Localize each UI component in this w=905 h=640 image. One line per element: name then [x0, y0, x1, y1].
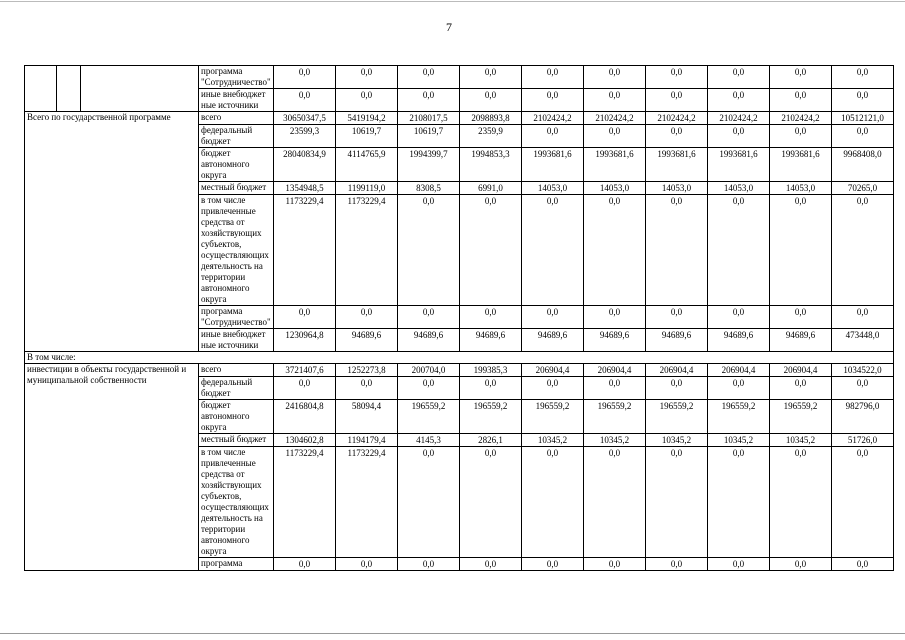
value-cell: 2102424,2: [584, 112, 646, 125]
value-cell: 0,0: [522, 89, 584, 112]
value-cell: 1230964,8: [274, 329, 336, 352]
value-cell: 14053,0: [770, 182, 832, 195]
value-cell: 0,0: [336, 377, 398, 400]
value-cell: 10345,2: [770, 434, 832, 447]
value-cell: 1034522,0: [832, 364, 894, 377]
value-cell: 0,0: [460, 447, 522, 558]
value-cell: 10345,2: [708, 434, 770, 447]
value-cell: 0,0: [398, 558, 460, 571]
value-cell: 0,0: [646, 377, 708, 400]
value-cell: 196559,2: [646, 400, 708, 434]
value-cell: 0,0: [522, 195, 584, 306]
value-cell: 0,0: [708, 195, 770, 306]
value-cell: 0,0: [770, 66, 832, 89]
row-label: программа "Сотрудничество": [199, 66, 274, 89]
value-cell: 0,0: [832, 125, 894, 148]
value-cell: 0,0: [460, 558, 522, 571]
value-cell: 1173229,4: [336, 447, 398, 558]
value-cell: 0,0: [770, 125, 832, 148]
table-row: [25, 352, 894, 364]
value-cell: 0,0: [584, 558, 646, 571]
value-cell: 94689,6: [398, 329, 460, 352]
value-cell: 0,0: [584, 195, 646, 306]
value-cell: 0,0: [770, 558, 832, 571]
value-cell: 200704,0: [398, 364, 460, 377]
value-cell: 0,0: [708, 447, 770, 558]
value-cell: 0,0: [274, 558, 336, 571]
value-cell: 51726,0: [832, 434, 894, 447]
value-cell: 0,0: [584, 377, 646, 400]
value-cell: 2826,1: [460, 434, 522, 447]
scan-edge-bottom: [0, 633, 905, 634]
value-cell: 1194179,4: [336, 434, 398, 447]
value-cell: 0,0: [832, 306, 894, 329]
value-cell: 3721407,6: [274, 364, 336, 377]
value-cell: 2102424,2: [770, 112, 832, 125]
row-label: в том числе привлеченные средства от хозяйствующих субъектов, осуществляющих деятельность на территории автономного округа: [199, 447, 274, 558]
value-cell: 0,0: [460, 195, 522, 306]
value-cell: 0,0: [460, 377, 522, 400]
value-cell: 1304602,8: [274, 434, 336, 447]
value-cell: 0,0: [460, 66, 522, 89]
value-cell: 0,0: [398, 89, 460, 112]
value-cell: 0,0: [274, 306, 336, 329]
value-cell: 10619,7: [336, 125, 398, 148]
value-cell: 9968408,0: [832, 148, 894, 182]
value-cell: 94689,6: [770, 329, 832, 352]
value-cell: 0,0: [708, 306, 770, 329]
value-cell: 94689,6: [708, 329, 770, 352]
value-cell: 0,0: [336, 306, 398, 329]
value-cell: 982796,0: [832, 400, 894, 434]
page-number: 7: [446, 20, 452, 34]
table-row: [25, 364, 894, 377]
value-cell: 0,0: [584, 89, 646, 112]
value-cell: 199385,3: [460, 364, 522, 377]
value-cell: 28040834,9: [274, 148, 336, 182]
value-cell: 0,0: [336, 558, 398, 571]
value-cell: 206904,4: [584, 364, 646, 377]
value-cell: 94689,6: [460, 329, 522, 352]
value-cell: 4114765,9: [336, 148, 398, 182]
value-cell: 0,0: [770, 306, 832, 329]
value-cell: 2108017,5: [398, 112, 460, 125]
value-cell: 0,0: [708, 377, 770, 400]
value-cell: 1993681,6: [770, 148, 832, 182]
row-label: иные внебюджет ные источники: [199, 329, 274, 352]
value-cell: 0,0: [646, 125, 708, 148]
value-cell: 0,0: [708, 558, 770, 571]
value-cell: 14053,0: [584, 182, 646, 195]
value-cell: 0,0: [708, 125, 770, 148]
value-cell: 0,0: [708, 66, 770, 89]
value-cell: 5419194,2: [336, 112, 398, 125]
value-cell: 10345,2: [584, 434, 646, 447]
value-cell: 0,0: [708, 89, 770, 112]
value-cell: 196559,2: [460, 400, 522, 434]
table-row: [25, 112, 894, 125]
value-cell: 0,0: [460, 306, 522, 329]
section-label: инвестиции в объекты государственной и муниципальной собственности: [25, 364, 199, 571]
row-label: федеральный бюджет: [199, 377, 274, 400]
row-label: программа: [199, 558, 274, 571]
value-cell: 1993681,6: [522, 148, 584, 182]
value-cell: 206904,4: [522, 364, 584, 377]
value-cell: 0,0: [646, 89, 708, 112]
value-cell: 0,0: [584, 306, 646, 329]
value-cell: 6991,0: [460, 182, 522, 195]
value-cell: 0,0: [832, 89, 894, 112]
value-cell: 206904,4: [770, 364, 832, 377]
value-cell: 1173229,4: [274, 195, 336, 306]
row-label: иные внебюджет ные источники: [199, 89, 274, 112]
value-cell: 0,0: [832, 195, 894, 306]
value-cell: 196559,2: [708, 400, 770, 434]
section-heading: В том числе:: [25, 352, 894, 364]
row-label: федеральный бюджет: [199, 125, 274, 148]
table-row: [25, 66, 894, 89]
value-cell: 2102424,2: [522, 112, 584, 125]
value-cell: 0,0: [522, 447, 584, 558]
value-cell: 1994399,7: [398, 148, 460, 182]
value-cell: 0,0: [274, 89, 336, 112]
value-cell: 2359,9: [460, 125, 522, 148]
value-cell: 0,0: [274, 377, 336, 400]
value-cell: 1173229,4: [336, 195, 398, 306]
row-label: местный бюджет: [199, 434, 274, 447]
value-cell: 1173229,4: [274, 447, 336, 558]
budget-table: [24, 65, 894, 571]
value-cell: 8308,5: [398, 182, 460, 195]
row-label: бюджет автономного округа: [199, 400, 274, 434]
row-label: программа "Сотрудничество": [199, 306, 274, 329]
value-cell: 14053,0: [522, 182, 584, 195]
value-cell: 10619,7: [398, 125, 460, 148]
value-cell: 4145,3: [398, 434, 460, 447]
value-cell: 0,0: [522, 377, 584, 400]
value-cell: 94689,6: [584, 329, 646, 352]
value-cell: 0,0: [770, 89, 832, 112]
value-cell: 196559,2: [584, 400, 646, 434]
value-cell: 1199119,0: [336, 182, 398, 195]
value-cell: 23599,3: [274, 125, 336, 148]
value-cell: 0,0: [832, 377, 894, 400]
value-cell: 0,0: [274, 66, 336, 89]
value-cell: 14053,0: [646, 182, 708, 195]
value-cell: 0,0: [522, 558, 584, 571]
value-cell: 1994853,3: [460, 148, 522, 182]
value-cell: 2102424,2: [646, 112, 708, 125]
value-cell: 2102424,2: [708, 112, 770, 125]
value-cell: 0,0: [646, 447, 708, 558]
value-cell: 196559,2: [770, 400, 832, 434]
value-cell: 2416804,8: [274, 400, 336, 434]
row-label: всего: [199, 112, 274, 125]
value-cell: 206904,4: [646, 364, 708, 377]
value-cell: 196559,2: [522, 400, 584, 434]
value-cell: 0,0: [646, 558, 708, 571]
value-cell: 0,0: [336, 66, 398, 89]
value-cell: 10512121,0: [832, 112, 894, 125]
value-cell: 0,0: [770, 447, 832, 558]
empty-cell: [81, 66, 199, 112]
value-cell: 94689,6: [646, 329, 708, 352]
value-cell: 206904,4: [708, 364, 770, 377]
value-cell: 10345,2: [522, 434, 584, 447]
value-cell: 0,0: [398, 306, 460, 329]
value-cell: 2098893,8: [460, 112, 522, 125]
value-cell: 0,0: [770, 195, 832, 306]
value-cell: 0,0: [832, 558, 894, 571]
value-cell: 0,0: [522, 125, 584, 148]
value-cell: 94689,6: [522, 329, 584, 352]
row-label: бюджет автономного округа: [199, 148, 274, 182]
value-cell: 0,0: [584, 125, 646, 148]
value-cell: 0,0: [398, 66, 460, 89]
empty-cell: [57, 66, 81, 112]
value-cell: 1993681,6: [646, 148, 708, 182]
value-cell: 0,0: [398, 447, 460, 558]
value-cell: 14053,0: [708, 182, 770, 195]
value-cell: 30650347,5: [274, 112, 336, 125]
value-cell: 1354948,5: [274, 182, 336, 195]
value-cell: 70265,0: [832, 182, 894, 195]
value-cell: 0,0: [336, 89, 398, 112]
value-cell: 0,0: [646, 66, 708, 89]
row-label: местный бюджет: [199, 182, 274, 195]
value-cell: 0,0: [398, 195, 460, 306]
value-cell: 0,0: [832, 447, 894, 558]
value-cell: 58094,4: [336, 400, 398, 434]
value-cell: 0,0: [522, 66, 584, 89]
value-cell: 94689,6: [336, 329, 398, 352]
value-cell: 1993681,6: [708, 148, 770, 182]
value-cell: 0,0: [584, 66, 646, 89]
value-cell: 1252273,8: [336, 364, 398, 377]
row-label: всего: [199, 364, 274, 377]
value-cell: 473448,0: [832, 329, 894, 352]
value-cell: 0,0: [646, 195, 708, 306]
value-cell: 0,0: [584, 447, 646, 558]
value-cell: 0,0: [646, 306, 708, 329]
scan-edge-top: [0, 1, 905, 2]
value-cell: 1993681,6: [584, 148, 646, 182]
value-cell: 10345,2: [646, 434, 708, 447]
section-label: Всего по государственной программе: [25, 112, 199, 352]
value-cell: 0,0: [522, 306, 584, 329]
empty-cell: [25, 66, 57, 112]
value-cell: 0,0: [398, 377, 460, 400]
row-label: в том числе привлеченные средства от хозяйствующих субъектов, осуществляющих деятельность на территории автономного округа: [199, 195, 274, 306]
value-cell: 0,0: [770, 377, 832, 400]
value-cell: 196559,2: [398, 400, 460, 434]
value-cell: 0,0: [832, 66, 894, 89]
value-cell: 0,0: [460, 89, 522, 112]
